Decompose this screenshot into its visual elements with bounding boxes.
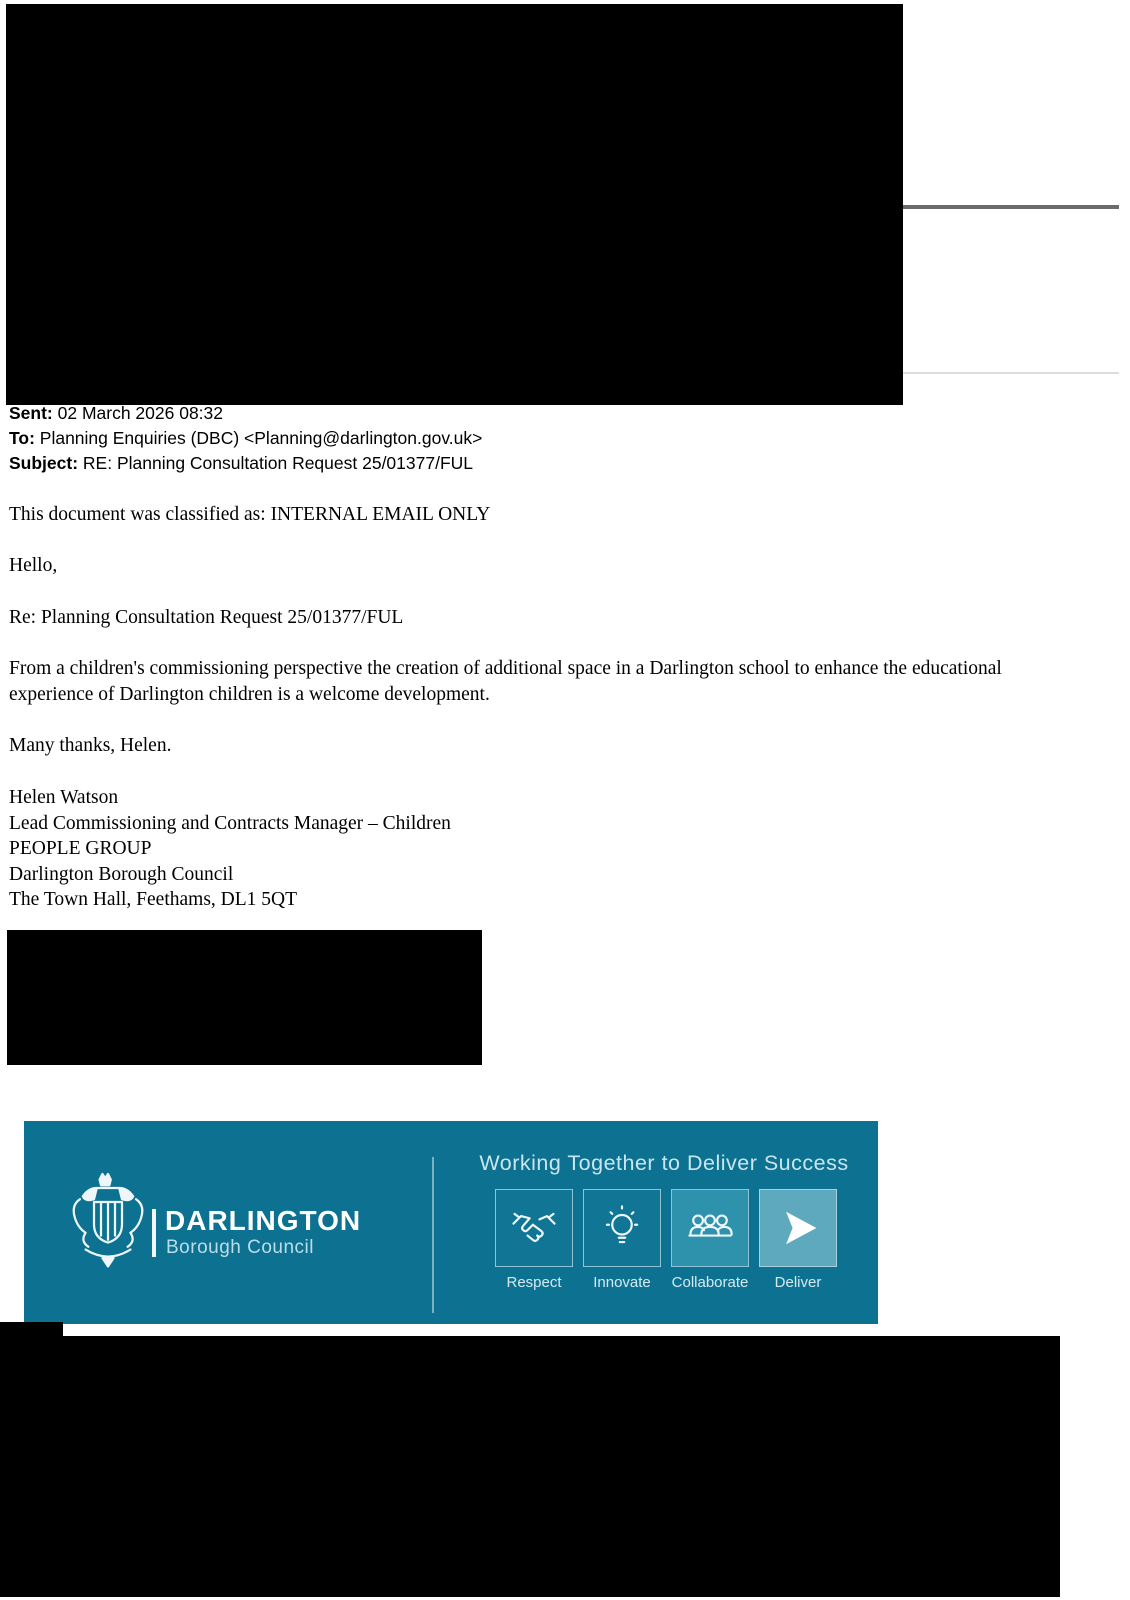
value-innovate bbox=[583, 1189, 661, 1291]
deliver-label: Deliver bbox=[774, 1274, 822, 1291]
body-paragraph: From a children's commissioning perspective the creation of additional space in a Darlington school to enhance the educational experience of Darlington children is a welcome development. bbox=[9, 658, 1002, 705]
sent-label: Sent: bbox=[9, 403, 53, 423]
values-row bbox=[495, 1189, 837, 1291]
org-subtitle: Borough Council bbox=[166, 1237, 314, 1258]
lightbulb-icon bbox=[596, 1202, 648, 1254]
horizontal-divider-dark bbox=[903, 205, 1119, 209]
redaction-box-top bbox=[6, 4, 903, 405]
signature-address: The Town Hall, Feethams, DL1 5QT bbox=[9, 889, 298, 911]
closing-line: Many thanks, Helen. bbox=[9, 735, 172, 756]
reference-line: Re: Planning Consultation Request 25/01377/FUL bbox=[9, 607, 404, 628]
banner-tagline: Working Together to Deliver Success bbox=[479, 1151, 849, 1175]
redaction-box-signature bbox=[7, 930, 482, 1065]
innovate-label: Innovate bbox=[593, 1274, 651, 1291]
people-icon bbox=[684, 1202, 736, 1254]
respect-label: Respect bbox=[506, 1274, 562, 1291]
signature-org: Darlington Borough Council bbox=[9, 863, 234, 885]
to-value: Planning Enquiries (DBC) <Planning@darlington.gov.uk> bbox=[34, 428, 483, 448]
council-crest-icon bbox=[66, 1171, 150, 1275]
banner-vertical-divider bbox=[432, 1157, 434, 1313]
org-name: DARLINGTON bbox=[165, 1205, 362, 1236]
collaborate-box bbox=[671, 1189, 749, 1267]
collaborate-label: Collaborate bbox=[671, 1274, 749, 1291]
play-icon bbox=[772, 1202, 824, 1254]
email-header-block bbox=[9, 401, 482, 476]
logo-divider-bar bbox=[152, 1209, 156, 1257]
handshake-icon bbox=[508, 1202, 560, 1254]
to-label: To: bbox=[9, 428, 35, 448]
email-subject-line bbox=[9, 451, 482, 476]
horizontal-divider-light bbox=[903, 372, 1119, 374]
value-collaborate bbox=[671, 1189, 749, 1291]
council-banner bbox=[24, 1121, 878, 1324]
email-to-line bbox=[9, 426, 482, 451]
subject-label: Subject: bbox=[9, 453, 79, 473]
greeting-line: Hello, bbox=[9, 555, 58, 576]
value-deliver bbox=[759, 1189, 837, 1291]
sent-value: 02 March 2026 08:32 bbox=[52, 403, 224, 423]
innovate-box bbox=[583, 1189, 661, 1267]
deliver-box bbox=[759, 1189, 837, 1267]
signature-block bbox=[9, 785, 451, 913]
classification-line: This document was classified as: INTERNAL EMAIL ONLY bbox=[9, 504, 491, 525]
value-respect bbox=[495, 1189, 573, 1291]
signature-group: PEOPLE GROUP bbox=[9, 838, 152, 860]
email-sent-line bbox=[9, 401, 482, 426]
respect-box bbox=[495, 1189, 573, 1267]
signature-name: Helen Watson bbox=[9, 787, 119, 808]
redaction-box-bottom bbox=[0, 1336, 1060, 1597]
subject-value: RE: Planning Consultation Request 25/01377/FUL bbox=[78, 453, 474, 473]
signature-role: Lead Commissioning and Contracts Manager – Children bbox=[9, 812, 451, 834]
